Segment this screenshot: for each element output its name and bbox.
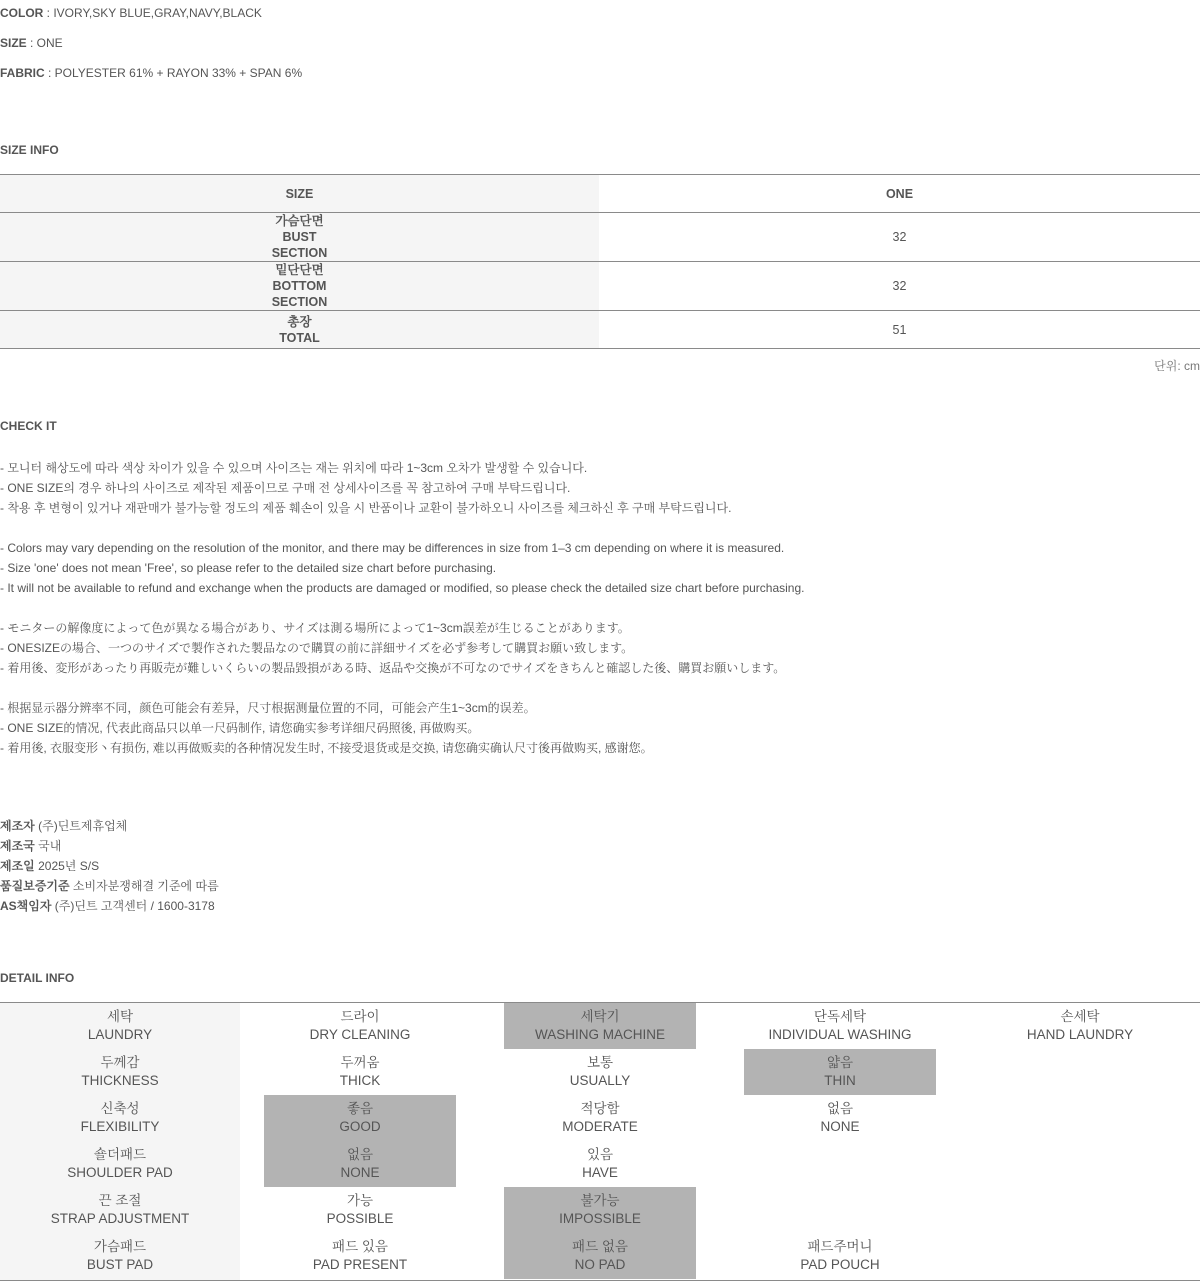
measure-label-en: SECTION (271, 295, 328, 309)
option-label-en: PAD POUCH (800, 1257, 880, 1272)
option-label-ko: 세탁기 (580, 1009, 620, 1024)
size-table (0, 174, 1200, 349)
option-label-en: NO PAD (574, 1257, 626, 1272)
option-label-en: INDIVIDUAL WASHING (768, 1027, 912, 1042)
category-label-en: FLEXIBILITY (80, 1119, 160, 1134)
option-label-ko: 가능 (346, 1193, 374, 1208)
spec-size-value: : ONE (26, 36, 63, 50)
category-label-ko: 신축성 (100, 1101, 140, 1116)
note-line-en: - Size 'one' does not mean 'Free', so please refer to the detailed size chart before purchasing. (0, 561, 497, 575)
manufacturer-row (0, 896, 219, 916)
option-label-ko: 얇음 (826, 1055, 854, 1070)
measure-label-ko: 가슴단면 (275, 214, 324, 228)
option-label-ko: 보통 (586, 1055, 614, 1070)
option-cell (960, 1003, 1200, 1049)
spec-size (0, 36, 63, 50)
note-line-ja: - ONESIZEの場合、一つのサイズで製作された製品なので購買の前に詳細サイズを必ず参考して購買お願い致します。 (0, 641, 634, 655)
option-label-ko: 없음 (346, 1147, 374, 1162)
option-label-en: PAD PRESENT (312, 1257, 408, 1272)
measure-label-ko: 밑단단면 (275, 263, 324, 277)
option-label-en: GOOD (339, 1119, 381, 1134)
option-cell (480, 1049, 720, 1095)
note-line-en: - It will not be available to refund and exchange when the products are damaged or modified, so please check the detailed size chart before purchasing. (0, 581, 805, 595)
spec-color-label: COLOR (0, 6, 44, 20)
size-table-header (0, 175, 1200, 213)
category-label (0, 1095, 240, 1141)
option-label-en: HAVE (582, 1165, 618, 1180)
option-label-en: THIN (824, 1073, 856, 1088)
option-label-ko: 불가능 (580, 1193, 620, 1208)
option-cell (240, 1233, 480, 1279)
option-label-ko: 단독세탁 (813, 1009, 867, 1024)
category-label-ko: 숄더패드 (93, 1147, 147, 1162)
check-it-notes (0, 458, 805, 758)
option-cell (240, 1049, 480, 1095)
category-label-en: THICKNESS (81, 1073, 159, 1088)
option-label-ko: 없음 (826, 1101, 854, 1116)
manufacturer-value: 국내 (34, 839, 62, 853)
option-cell-selected (480, 1233, 720, 1279)
option-cell (480, 1095, 720, 1141)
option-cell (240, 1187, 480, 1233)
measure-value: 32 (892, 279, 907, 293)
manufacturer-value: (주)딘트 고객센터 / 1600-3178 (51, 899, 215, 913)
note-line-ko: - ONE SIZE의 경우 하나의 사이즈로 제작된 제품이므로 구매 전 상세사이즈를 꼭 참고하여 구매 부탁드립니다. (0, 481, 571, 495)
category-label-ko: 세탁 (106, 1009, 134, 1024)
measure-value: 32 (892, 230, 907, 244)
category-label (0, 1187, 240, 1233)
detail-info-title: DETAIL INFO (0, 971, 75, 985)
table-row (0, 311, 1200, 348)
table-row (0, 213, 1200, 262)
category-label-en: LAUNDRY (87, 1027, 153, 1042)
detail-info-grid (0, 1002, 1200, 1281)
option-cell-selected (720, 1049, 960, 1095)
option-label-ko: 패드주머니 (807, 1239, 873, 1254)
note-line-zh: - 着用後, 衣服变形丶有损伤, 难以再做贩卖的各种情况发生时, 不接受退货或是交换, 请您确实确认尺寸後再做购买, 感谢您。 (0, 741, 653, 755)
option-cell-selected (240, 1141, 480, 1187)
manufacturer-label: 제조일 (0, 859, 35, 873)
option-label-en: NONE (820, 1119, 860, 1134)
option-label-en: USUALLY (569, 1073, 631, 1088)
category-label-en: SHOULDER PAD (67, 1165, 173, 1180)
option-cell-selected (480, 1003, 720, 1049)
category-label-en: STRAP ADJUSTMENT (50, 1211, 190, 1226)
note-line-zh: - ONE SIZE的情况, 代表此商品只以单一尺码制作, 请您确实参考详细尺码照後, 再做购买。 (0, 721, 480, 735)
option-label-ko: 있음 (586, 1147, 614, 1162)
manufacturer-label: 제조국 (0, 839, 35, 853)
option-label-en: POSSIBLE (326, 1211, 394, 1226)
manufacturer-label: 품질보증기준 (0, 879, 70, 893)
option-cell-selected (240, 1095, 480, 1141)
manufacturer-value: 소비자분쟁해결 기준에 따름 (69, 879, 219, 893)
category-label-ko: 끈 조절 (98, 1193, 142, 1208)
option-label-en: DRY CLEANING (309, 1027, 411, 1042)
category-label (0, 1233, 240, 1279)
measure-value: 51 (892, 322, 907, 337)
note-line-ko: - 착용 후 변형이 있거나 재판매가 불가능할 정도의 제품 훼손이 있을 시 반품이나 교환이 불가하오니 사이즈를 체크하신 후 구매 부탁드립니다. (0, 501, 732, 515)
option-cell (720, 1095, 960, 1141)
manufacturer-row (0, 876, 219, 896)
option-cell (240, 1003, 480, 1049)
manufacturer-value: (주)딘트제휴업체 (34, 819, 128, 833)
measure-label (0, 213, 599, 261)
option-cell (480, 1141, 720, 1187)
category-label-ko: 가슴패드 (93, 1239, 147, 1254)
manufacturer-label: 제조자 (0, 819, 35, 833)
option-cell (720, 1003, 960, 1049)
option-label-ko: 드라이 (340, 1009, 380, 1024)
spec-size-label: SIZE (0, 36, 27, 50)
spec-color (0, 6, 262, 20)
size-unit-note: 단위: cm (1154, 359, 1200, 373)
option-cell (720, 1233, 960, 1279)
spec-fabric-value: : POLYESTER 61% + RAYON 33% + SPAN 6% (44, 66, 303, 80)
category-label-en: BUST PAD (86, 1257, 154, 1272)
manufacturer-info (0, 816, 219, 916)
option-cell-selected (480, 1187, 720, 1233)
manufacturer-row (0, 816, 219, 836)
spec-color-value: : IVORY,SKY BLUE,GRAY,NAVY,BLACK (43, 6, 262, 20)
note-line-ko: - 모니터 해상도에 따라 색상 차이가 있을 수 있으며 사이즈는 재는 위치에 따라 1~3cm 오차가 발생할 수 있습니다. (0, 461, 588, 475)
measure-label-en: BOTTOM (272, 279, 327, 293)
option-label-ko: 좋음 (346, 1101, 374, 1116)
option-label-ko: 패드 없음 (572, 1239, 628, 1254)
spec-fabric-label: FABRIC (0, 66, 45, 80)
option-label-en: IMPOSSIBLE (559, 1211, 641, 1226)
option-label-en: HAND LAUNDRY (1026, 1027, 1134, 1042)
option-label-ko: 적당함 (580, 1101, 620, 1116)
measure-label (0, 311, 599, 348)
option-label-en: NONE (340, 1165, 380, 1180)
manufacturer-row (0, 856, 219, 876)
category-label (0, 1141, 240, 1187)
note-line-ja: - モニターの解像度によって色が異なる場合があり、サイズは測る場所によって1~3cm誤差が生じることがあります。 (0, 621, 630, 635)
check-it-title: CHECK IT (0, 419, 57, 433)
size-info-title: SIZE INFO (0, 143, 59, 157)
category-label-ko: 두께감 (100, 1055, 140, 1070)
size-header-label: SIZE (0, 175, 599, 212)
note-line-en: - Colors may vary depending on the resolution of the monitor, and there may be differences in size from 1–3 cm depending on where it is measured. (0, 541, 785, 555)
measure-label-en: SECTION (271, 246, 328, 260)
option-label-en: THICK (339, 1073, 381, 1088)
measure-label-en: TOTAL (279, 330, 320, 345)
spec-fabric (0, 66, 302, 80)
table-row (0, 262, 1200, 311)
manufacturer-value: 2025년 S/S (34, 859, 100, 873)
option-label-ko: 두꺼움 (340, 1055, 380, 1070)
note-line-zh: - 根据显示器分辨率不同，颜色可能会有差异，尺寸根据测量位置的不同，可能会产生1~3cm的误差。 (0, 701, 536, 715)
option-label-ko: 패드 있음 (332, 1239, 388, 1254)
measure-label (0, 262, 599, 310)
note-line-ja: - 着用後、変形があったり再販売が難しいくらいの製品毀損がある時、返品や交換が不可なのでサイズをきちんと確認した後、購買お願いします。 (0, 661, 786, 675)
manufacturer-row (0, 836, 219, 856)
size-header-value: ONE (885, 186, 914, 201)
measure-label-en: BUST (282, 230, 317, 244)
manufacturer-label: AS책임자 (0, 899, 52, 913)
option-label-ko: 손세탁 (1060, 1009, 1100, 1024)
category-label (0, 1003, 240, 1049)
option-label-en: MODERATE (562, 1119, 638, 1134)
measure-label-ko: 총장 (287, 314, 312, 329)
option-label-en: WASHING MACHINE (534, 1027, 665, 1042)
category-label (0, 1049, 240, 1095)
